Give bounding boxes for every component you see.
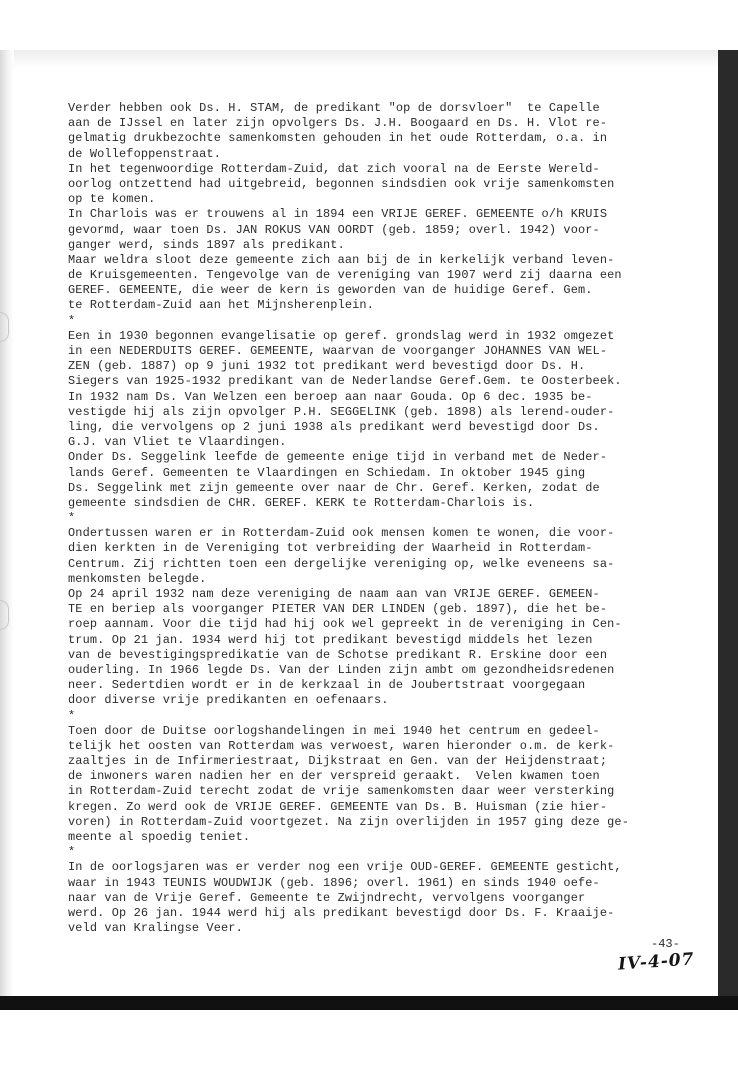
text-line: ouderling. In 1966 legde Ds. Van der Linden zijn ambt om gezondheidsredenen	[68, 662, 615, 677]
scan-left-shadow	[0, 50, 14, 1010]
text-line: zaaltjes in de Infirmeriestraat, Dijkstraat en Gen. van der Heijdenstraat;	[68, 754, 608, 769]
text-line: vestigde hij als zijn opvolger P.H. SEGGELINK (geb. 1898) als lerend-ouder-	[68, 404, 615, 419]
section-separator: *	[68, 313, 76, 328]
text-line: roep aannam. Voor die tijd had hij ook wel gepreekt in de vereniging in Cen-	[68, 617, 622, 632]
text-line: de Wollefoppenstraat.	[68, 146, 221, 161]
text-line: G.J. van Vliet te Vlaardingen.	[68, 435, 287, 450]
document-body	[68, 101, 693, 936]
handwritten-date-annotation: IV-4-07	[617, 949, 696, 975]
text-line: Onder Ds. Seggelink leefde de gemeente enige tijd in verband met de Neder-	[68, 450, 608, 465]
text-line: Een in 1930 begonnen evangelisatie op geref. grondslag werd in 1932 omgezet	[68, 328, 615, 343]
text-line: de inwoners waren nadien her en der verspreid geraakt. Velen kwamen toen	[68, 769, 600, 784]
text-line: In de oorlogsjaren was er verder nog een vrije OUD-GEREF. GEMEENTE gesticht,	[68, 860, 622, 875]
text-line: voren) in Rotterdam-Zuid voortgezet. Na zijn overlijden in 1957 ging deze ge-	[68, 814, 629, 829]
section-separator: *	[68, 845, 76, 860]
text-line: Ondertussen waren er in Rotterdam-Zuid ook mensen komen te wonen, die voor-	[68, 526, 615, 541]
text-line: door diverse vrije predikanten en oefenaars.	[68, 693, 389, 708]
text-line: Verder hebben ook Ds. H. STAM, de predikant "op de dorsvloer" te Capelle	[68, 101, 600, 115]
text-line: meente al spoedig teniet.	[68, 830, 251, 844]
binder-hole-mark	[0, 312, 9, 342]
text-line: Toen door de Duitse oorlogshandelingen in mei 1940 het centrum en gedeel-	[68, 723, 600, 738]
text-line: naar van de Vrije Geref. Gemeente te Zwijndrecht, vervolgens voorganger	[68, 890, 586, 905]
text-line: In Charlois was er trouwens al in 1894 een VRIJE GEREF. GEMEENTE o/h KRUIS	[68, 207, 608, 222]
scan-right-edge	[718, 50, 738, 1010]
text-line: In het tegenwoordige Rotterdam-Zuid, dat zich vooral na de Eerste Wereld-	[68, 161, 600, 176]
section-separator: *	[68, 511, 76, 526]
text-line: Ds. Seggelink met zijn gemeente over naar de Chr. Geref. Kerken, zodat de	[68, 480, 600, 495]
binder-hole-mark	[0, 600, 9, 630]
text-line: lands Geref. Gemeenten te Vlaardingen en Schiedam. In oktober 1945 ging	[68, 465, 586, 480]
text-line: neer. Sedertdien wordt er in de kerkzaal in de Joubertstraat voorgegaan	[68, 678, 586, 693]
text-line: TE en beriep als voorganger PIETER VAN DER LINDEN (geb. 1897), die het be-	[68, 602, 608, 617]
text-line: Siegers van 1925-1932 predikant van de Nederlandse Geref.Gem. te Oosterbeek.	[68, 374, 622, 389]
scan-bottom-bar	[0, 996, 738, 1010]
text-line: in een NEDERDUITS GEREF. GEMEENTE, waarvan de voorganger JOHANNES VAN WEL-	[68, 344, 608, 358]
text-line: gelmatig drukbezochte samenkomsten gehouden in het oude Rotterdam, o.a. in	[68, 131, 608, 146]
text-line: Centrum. Zij richtten toen een dergelijke vereniging op, welke eveneens sa-	[68, 556, 615, 571]
text-line: waar in 1943 TEUNIS WOUDWIJK (geb. 1896; overl. 1961) en sinds 1940 oefe-	[68, 875, 600, 890]
text-line: Op 24 april 1932 nam deze vereniging de naam aan van VRIJE GEREF. GEMEEN-	[68, 587, 600, 601]
text-line: In 1932 nam Ds. Van Welzen een beroep aan naar Gouda. Op 6 dec. 1935 be-	[68, 389, 593, 404]
text-line: werd. Op 26 jan. 1944 werd hij als predikant bevestigd door Ds. F. Kraaije-	[68, 905, 615, 920]
text-line: veld van Kralingse Veer.	[68, 921, 243, 936]
text-line: GEREF. GEMEENTE, die weer de kern is geworden van de huidige Geref. Gem.	[68, 283, 593, 298]
text-line: aan de IJssel en later zijn opvolgers Ds. J.H. Boogaard en Ds. H. Vlot re-	[68, 116, 608, 131]
text-line: oorlog ontzettend had uitgebreid, begonnen sindsdien ook vrije samenkomsten	[68, 176, 615, 191]
text-line: ganger werd, sinds 1897 als predikant.	[68, 237, 345, 252]
text-line: telijk het oosten van Rotterdam was verwoest, waren hieronder o.m. de kerk-	[68, 738, 615, 753]
text-line: kregen. Zo werd ook de VRIJE GEREF. GEMEENTE van Ds. B. Huisman (zie hier-	[68, 799, 608, 814]
text-line: in Rotterdam-Zuid terecht zodat de vrije samenkomsten daar weer versterking	[68, 784, 615, 799]
text-line: te Rotterdam-Zuid aan het Mijnsherenplein.	[68, 298, 374, 313]
page-number: -43-	[651, 937, 680, 951]
scan-top-shadow	[14, 50, 720, 68]
text-line: ling, die vervolgens op 2 juni 1938 als predikant werd bevestigd door Ds.	[68, 419, 600, 434]
text-line: op te komen.	[68, 192, 156, 207]
text-line: gevormd, waar toen Ds. JAN ROKUS VAN OORDT (geb. 1859; overl. 1942) voor-	[68, 222, 600, 237]
text-line: ZEN (geb. 1887) op 9 juni 1932 tot predikant werd bevestigd door Ds. H.	[68, 359, 586, 374]
text-line: menkomsten belegde.	[68, 571, 207, 586]
text-line: van de bevestigingspredikatie van de Schotse predikant R. Erskine door een	[68, 647, 608, 662]
text-line: dien kerkten in de Vereniging tot verbreiding der Waarheid in Rotterdam-	[68, 541, 593, 556]
text-line: trum. Op 21 jan. 1934 werd hij tot predikant bevestigd middels het lezen	[68, 632, 593, 647]
text-line: Maar weldra sloot deze gemeente zich aan bij de in kerkelijk verband leven-	[68, 252, 615, 267]
section-separator: *	[68, 708, 76, 723]
text-line: de Kruisgemeenten. Tengevolge van de vereniging van 1907 werd zij daarna een	[68, 268, 622, 283]
text-line: gemeente sindsdien de CHR. GEREF. KERK te Rotterdam-Charlois is.	[68, 495, 535, 510]
